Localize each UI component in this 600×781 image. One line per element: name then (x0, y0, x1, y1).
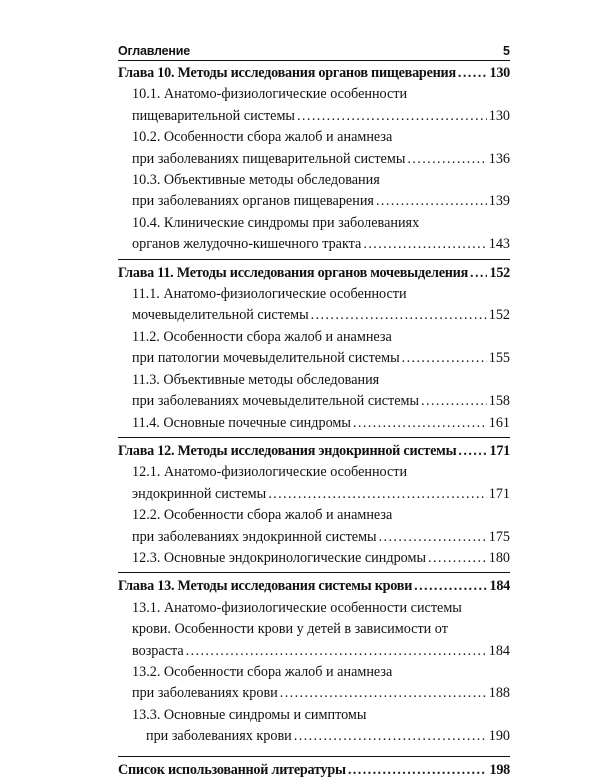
section-line: 11.3. Объективные методы обследования (132, 371, 380, 388)
section-last-line-text: пищеварительной системы (132, 107, 295, 124)
section-entry[interactable] (118, 84, 510, 127)
leader-dots (186, 641, 487, 662)
leader-dots (297, 106, 487, 127)
section-line: 11.2. Особенности сбора жалоб и анамнеза (132, 328, 392, 345)
section-line: 12.1. Анатомо-физиологические особенности (132, 464, 408, 481)
section-last-line[interactable] (132, 234, 510, 255)
leader-dots (421, 391, 487, 412)
section-last-line[interactable] (132, 641, 510, 662)
section-last-line-text: при заболеваниях эндокринной системы (132, 528, 377, 545)
section-last-line-text: при заболеваниях органов пищеварения (132, 193, 374, 210)
leader-dots (268, 484, 487, 505)
section-last-line-page: 184 (488, 642, 510, 659)
section-last-line-text: мочевыделительной системы (132, 307, 309, 324)
section-line: крови. Особенности крови у детей в зависимости от (132, 621, 448, 638)
section-last-line-page: 161 (488, 414, 510, 431)
section-last-line[interactable] (132, 683, 510, 704)
section-last-line-text: эндокринной системы (132, 485, 267, 502)
section-line: 10.4. Клинические синдромы при заболеваниях (132, 214, 420, 231)
section-last-line[interactable] (132, 305, 510, 326)
section-last-line-page: 136 (488, 150, 510, 167)
section-last-line-text: 11.4. Основные почечные синдромы (132, 414, 351, 431)
section-entry[interactable] (118, 462, 510, 505)
leader-dots (280, 683, 487, 704)
leader-dots (311, 305, 487, 326)
section-last-line[interactable] (132, 726, 510, 747)
section-line: 13.1. Анатомо-физиологические особенности системы (132, 599, 462, 616)
table-of-contents (118, 63, 510, 781)
leader-dots (470, 263, 487, 284)
section-last-line[interactable] (132, 348, 510, 369)
chapter-entry[interactable] (118, 263, 510, 284)
leader-dots (414, 576, 487, 597)
section-last-line-page: 155 (488, 350, 510, 367)
section-entry[interactable] (118, 170, 510, 213)
section-last-line-page: 188 (488, 685, 510, 702)
section-entry[interactable] (118, 705, 510, 748)
leader-dots (376, 191, 487, 212)
chapter-block (118, 259, 510, 434)
leader-dots (363, 234, 486, 255)
section-last-line-page: 143 (488, 236, 510, 253)
chapter-block (118, 572, 510, 747)
chapter-entry[interactable] (118, 63, 510, 84)
section-entry[interactable] (118, 127, 510, 170)
section-last-line-page: 180 (488, 549, 510, 566)
leader-dots (458, 441, 487, 462)
chapter-entry-text: Глава 10. Методы исследования органов пищеварения (118, 65, 456, 81)
section-last-line-page: 190 (488, 728, 510, 745)
leader-dots (402, 348, 487, 369)
section-entry[interactable] (118, 662, 510, 705)
section-entry[interactable] (118, 413, 510, 434)
leader-dots (379, 527, 487, 548)
section-line: 10.3. Объективные методы обследования (132, 172, 380, 189)
chapter-block (118, 437, 510, 569)
chapter-entry[interactable] (118, 441, 510, 462)
chapter-entry-text: Глава 11. Методы исследования органов мочевыделения (118, 264, 469, 281)
section-last-line[interactable] (132, 191, 510, 212)
section-last-line-text: при заболеваниях крови (146, 728, 292, 745)
section-last-line-page: 171 (488, 485, 510, 502)
section-last-line[interactable] (132, 548, 510, 569)
section-last-line[interactable] (132, 149, 510, 170)
chapter-entry-page: 130 (489, 65, 510, 81)
section-last-line-text: при заболеваниях мочевыделительной системы (132, 393, 420, 410)
toc-page (118, 44, 510, 781)
chapter-entry-text: Глава 12. Методы исследования эндокринной системы (118, 442, 457, 459)
section-entry[interactable] (118, 327, 510, 370)
section-entry[interactable] (118, 598, 510, 662)
section-last-line-page: 175 (488, 528, 510, 545)
section-last-line-text: при заболеваниях крови (132, 685, 278, 702)
running-header (118, 44, 510, 61)
section-entry[interactable] (118, 548, 510, 569)
chapter-entry-page: 184 (489, 578, 510, 595)
leader-dots (407, 149, 486, 170)
leader-dots (428, 548, 487, 569)
section-last-line-text: при патологии мочевыделительной системы (132, 350, 400, 367)
section-line: 12.2. Особенности сбора жалоб и анамнеза (132, 507, 393, 524)
section-last-line[interactable] (132, 527, 510, 548)
leader-dots (348, 760, 488, 781)
section-entry[interactable] (118, 284, 510, 327)
leader-dots (294, 726, 487, 747)
section-last-line[interactable] (132, 106, 510, 127)
section-last-line-page: 158 (488, 393, 510, 410)
references-entry-text: Список использованной литературы (118, 761, 346, 778)
references-block (118, 756, 510, 781)
section-last-line-page: 139 (488, 193, 510, 210)
section-last-line[interactable] (132, 484, 510, 505)
section-entry[interactable] (118, 505, 510, 548)
section-last-line-text: 12.3. Основные эндокринологические синдромы (132, 549, 427, 566)
leader-dots (353, 413, 487, 434)
header-page-number: 5 (503, 44, 510, 58)
chapter-block (118, 63, 510, 256)
section-last-line-page: 130 (488, 107, 510, 124)
leader-dots (458, 63, 488, 84)
chapter-entry-page: 152 (489, 264, 510, 281)
section-line: 11.1. Анатомо-физиологические особенности (132, 286, 407, 303)
section-last-line-text: возраста (132, 642, 184, 659)
section-last-line-text: органов желудочно-кишечного тракта (132, 236, 362, 253)
references-entry-page: 198 (489, 761, 510, 778)
chapter-entry-page: 171 (489, 442, 510, 459)
section-last-line[interactable] (132, 413, 510, 434)
chapter-entry[interactable] (118, 576, 510, 597)
section-line: 13.2. Особенности сбора жалоб и анамнеза (132, 663, 393, 680)
section-line: 10.2. Особенности сбора жалоб и анамнеза (132, 129, 393, 146)
section-last-line[interactable] (132, 391, 510, 412)
section-last-line-page: 152 (488, 307, 510, 324)
chapter-entry-text: Глава 13. Методы исследования системы крови (118, 578, 413, 595)
section-line: 10.1. Анатомо-физиологические особенности (132, 86, 408, 103)
references-entry[interactable] (118, 760, 510, 781)
section-line: 13.3. Основные синдромы и симптомы (132, 706, 367, 723)
header-title: Оглавление (118, 44, 190, 58)
section-entry[interactable] (118, 370, 510, 413)
section-entry[interactable] (118, 213, 510, 256)
section-last-line-text: при заболеваниях пищеварительной системы (132, 150, 406, 167)
